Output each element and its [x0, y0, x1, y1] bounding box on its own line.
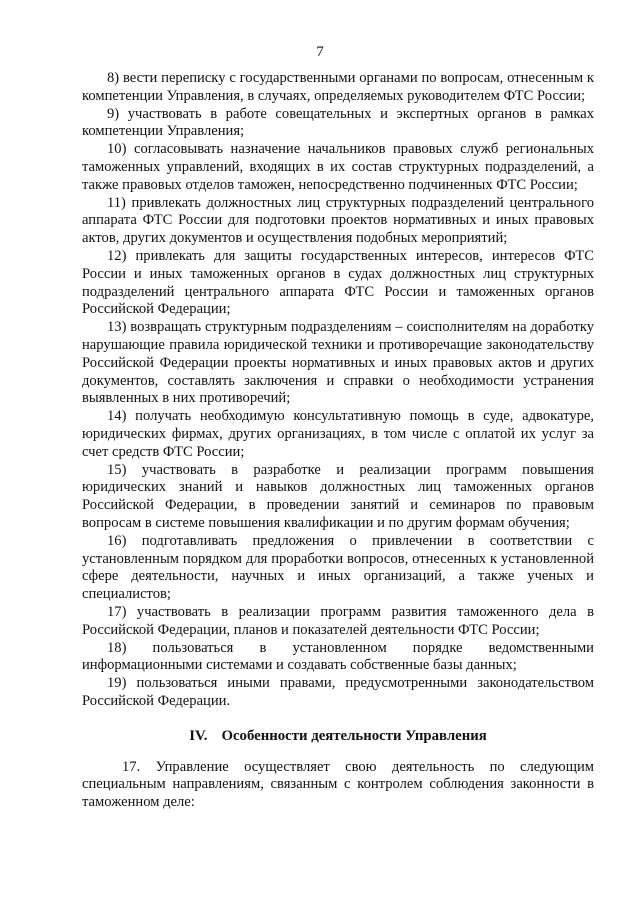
page-number: 7 [316, 44, 324, 60]
list-item-10: 10) согласовывать назначение начальников правовых служб региональных таможенных управлений, входящих в их состав структурных подразделений, а также правовых отделов таможен, непосредственно подчиненных ФТС России; [82, 141, 594, 193]
section-number: IV. [189, 727, 208, 744]
list-item-8: 8) вести переписку с государственными органами по вопросам, отнесенным к компетенции Управления, в случаях, определяемых руководителем ФТС России; [82, 70, 594, 104]
paragraph-17: 17. Управление осуществляет свою деятельность по следующим специальным направлениям, связанным с контролем соблюдения законности в таможенном деле: [82, 758, 594, 811]
list-item-12: 12) привлекать для защиты государственных интересов, интересов ФТС России и иных таможенных органов в судах должностных лиц структурных подразделений центрального аппарата ФТС России и таможенных органов Российской Федерации; [82, 247, 594, 318]
list-item-13: 13) возвращать структурным подразделениям – соисполнителям на доработку нарушающие правила юридической техники и противоречащие законодательству Российской Федерации проекты нормативных и иных правовых актов и других документов, составлять заключения и справки о необходимости устранения выявленных в них противоречий; [82, 319, 594, 407]
list-item-16: 16) подготавливать предложения о привлечении в соответствии с установленным порядком для проработки вопросов, отнесенных к установленной сфере деятельности, научных и иных организаций, а также ученых и специалистов; [82, 532, 594, 603]
list-item-17: 17) участвовать в реализации программ развития таможенного дела в Российской Федерации, планов и показателей деятельности ФТС России; [82, 603, 594, 638]
list-item-19: 19) пользоваться иными правами, предусмотренными законодательством Российской Федерации. [82, 675, 594, 709]
section-heading [82, 727, 594, 745]
list-item-11: 11) привлекать должностных лиц структурных подразделений центрального аппарата ФТС России для подготовки проектов нормативных и иных правовых актов, других документов и осуществления подобных мероприятий; [82, 194, 594, 247]
section-title: Особенности деятельности Управления [221, 727, 487, 744]
list-item-15: 15) участвовать в разработке и реализации программ повышения юридических знаний и навыков должностных лиц таможенных органов Российской Федерации, в проведении занятий и семинаров по правовым вопросам в системе повышения квалификации и по другим формам обучения; [82, 461, 594, 531]
list-item-18: 18) пользоваться в установленном порядке ведомственными информационными системами и создавать собственные базы данных; [82, 639, 594, 674]
list-item-14: 14) получать необходимую консультативную помощь в суде, адвокатуре, юридических фирмах, других организациях, в том числе с оплатой их услуг за счет средств ФТС России; [82, 408, 594, 460]
list-item-9: 9) участвовать в работе совещательных и экспертных органов в рамках компетенции Управления; [82, 105, 594, 140]
document-body [82, 70, 594, 812]
